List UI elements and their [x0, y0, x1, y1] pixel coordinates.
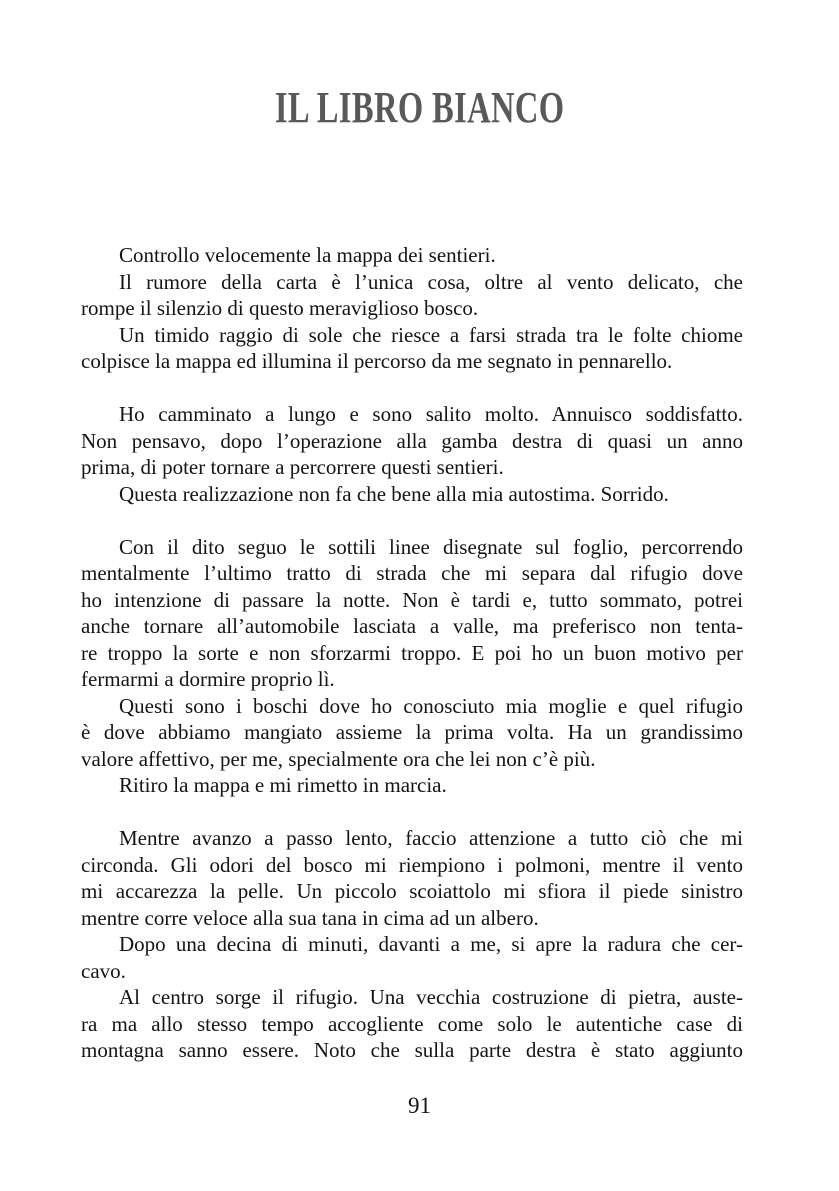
paragraph: [81, 401, 743, 481]
text-line: cavo.: [81, 958, 126, 983]
text-line: anche tornare all’automobile lasciata a valle, ma preferisco non tenta-: [81, 614, 743, 638]
paragraph: [81, 931, 743, 984]
paragraph: [81, 481, 743, 508]
text-line: Un timido raggio di sole che riesce a farsi strada tra le folte chiome: [119, 322, 743, 347]
paragraph: [81, 534, 743, 693]
text-line: Ritiro la mappa e mi rimetto in marcia.: [119, 773, 447, 797]
text-line: prima, di poter tornare a percorrere questi sentieri.: [81, 455, 504, 479]
text-line: rompe il silenzio di questo meraviglioso bosco.: [81, 296, 479, 320]
text-line: Questi sono i boschi dove ho conosciuto mia moglie e quel rifugio: [119, 693, 743, 718]
text-line: mi accarezza la pelle. Un piccolo scoiattolo mi sfiora il piede sinistro: [81, 879, 743, 903]
paragraph-group: [81, 534, 743, 799]
paragraph: [81, 772, 743, 799]
text-line: Dopo una decina di minuti, davanti a me, si apre la radura che cer-: [119, 932, 743, 956]
page-number: 91: [408, 1092, 431, 1118]
paragraph-group: [81, 825, 743, 1064]
paragraph: [81, 269, 743, 322]
text-line: fermarmi a dormire proprio lì.: [81, 667, 335, 691]
text-line: montagna sanno essere. Noto che sulla parte destra è stato aggiunto: [81, 1038, 743, 1062]
text-line: Ho camminato a lungo e sono salito molto. Annuisco soddisfatto.: [119, 402, 743, 426]
text-line: Mentre avanzo a passo lento, faccio attenzione a tutto ciò che mi: [119, 826, 743, 850]
text-line: è dove abbiamo mangiato assieme la prima volta. Ha un grandissimo: [81, 720, 743, 744]
text-line: mentalmente l’ultimo tratto di strada che mi separa dal rifugio dove: [81, 561, 743, 585]
text-line: Non pensavo, dopo l’operazione alla gamba destra di quasi un anno: [81, 428, 743, 453]
text-line: valore affettivo, per me, specialmente ora che lei non c’è più.: [81, 746, 596, 771]
body-text: [81, 242, 743, 1064]
paragraph-group: [81, 242, 743, 375]
text-line: mentre corre veloce alla sua tana in cima ad un albero.: [81, 905, 539, 930]
text-line: Controllo velocemente la mappa dei sentieri.: [119, 243, 496, 267]
chapter-title-text: IL LIBRO BIANCO: [274, 83, 565, 132]
text-line: Con il dito seguo le sottili linee disegnate sul foglio, percorrendo: [119, 534, 743, 559]
paragraph: [81, 322, 743, 375]
paragraph: [81, 984, 743, 1064]
paragraph: [81, 242, 743, 269]
text-line: Al centro sorge il rifugio. Una vecchia costruzione di pietra, auste-: [119, 985, 743, 1009]
text-line: Il rumore della carta è l’unica cosa, oltre al vento delicato, che: [119, 269, 743, 294]
chapter-title: [0, 83, 839, 132]
paragraph: [81, 825, 743, 931]
paragraph-group: [81, 401, 743, 507]
text-line: re troppo la sorte e non sforzarmi troppo. E poi ho un buon motivo per: [81, 640, 743, 665]
text-line: ho intenzione di passare la notte. Non è tardi e, tutto sommato, potrei: [81, 587, 743, 612]
text-line: ra ma allo stesso tempo accogliente come solo le autentiche case di: [81, 1011, 743, 1036]
text-line: Questa realizzazione non fa che bene alla mia autostima. Sorrido.: [119, 481, 669, 506]
text-line: circonda. Gli odori del bosco mi riempiono i polmoni, mentre il vento: [81, 852, 743, 877]
paragraph: [81, 693, 743, 773]
text-line: colpisce la mappa ed illumina il percorso da me segnato in pennarello.: [81, 349, 673, 373]
